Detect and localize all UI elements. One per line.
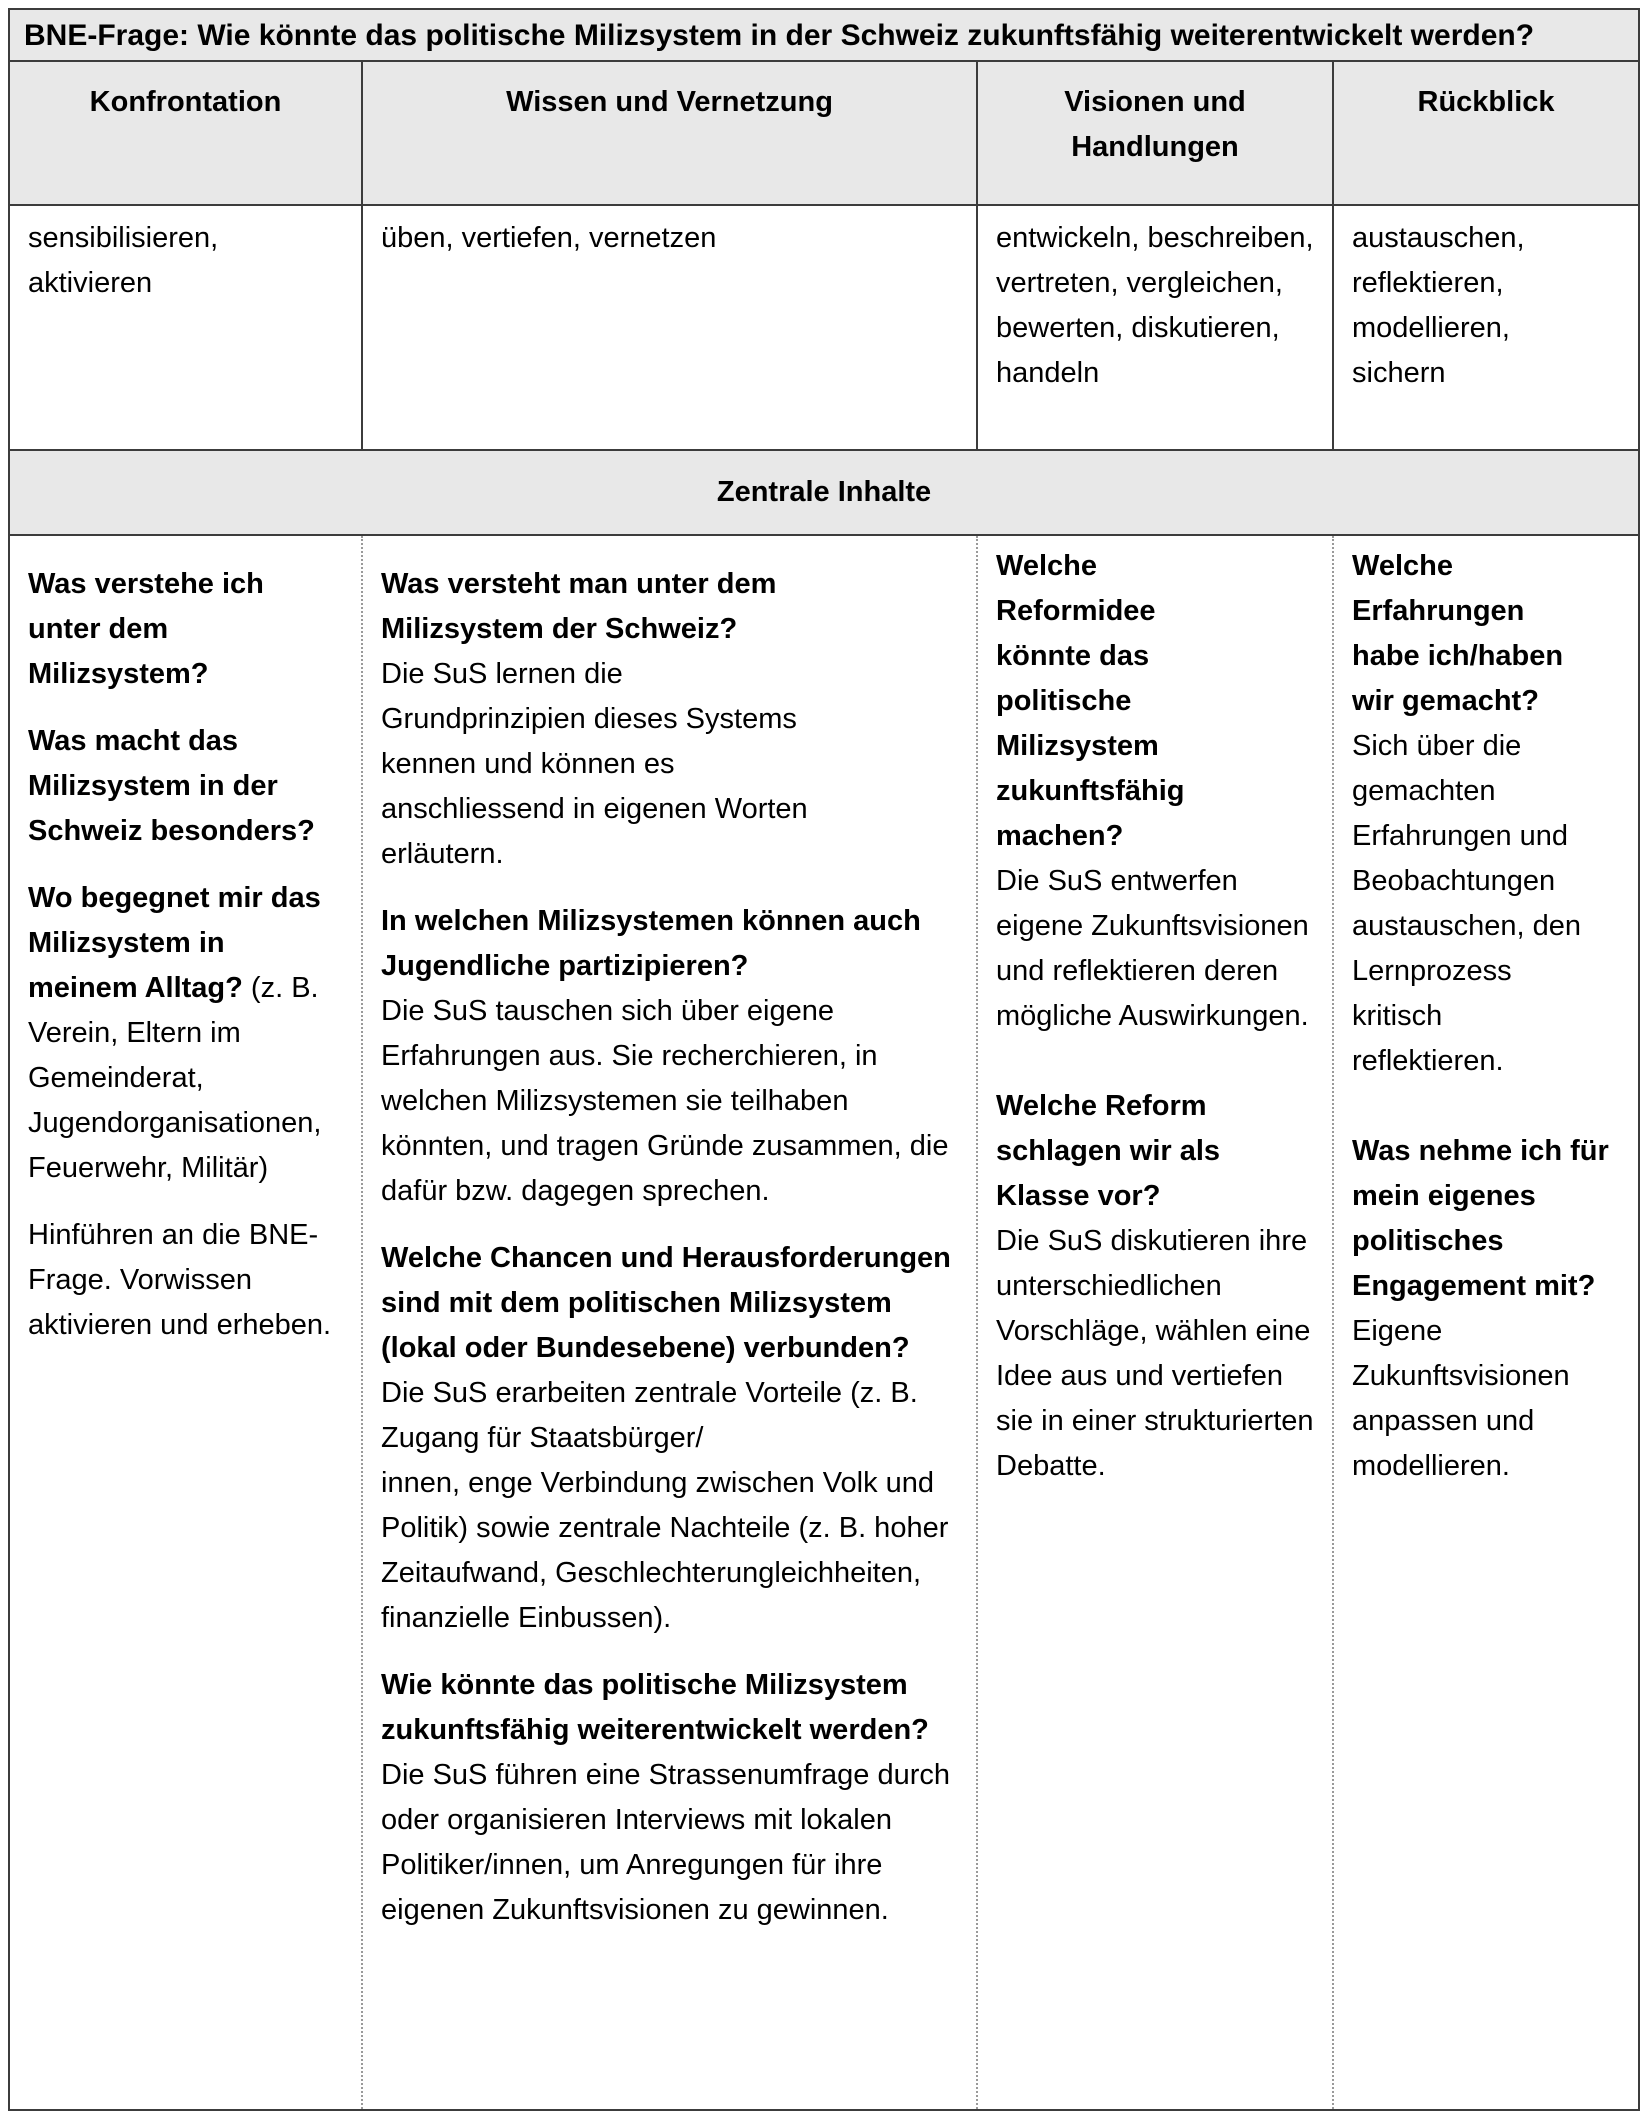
content-block [381,1663,958,1933]
title-row [9,9,1639,61]
content-wissen [362,535,977,2110]
guiding-question: Welche Chancen und Herausforderungen sind mit dem politischen Milizsystem (lokal oder Bundesebene) verbunden? [381,1242,951,1364]
guiding-question: Wo begegnet mir das Milizsystem in meinem Alltag? [28,882,321,1004]
content-row [9,535,1639,2110]
phase-header-row [9,61,1639,205]
guiding-question: Was verstehe ich unter dem Milizsystem? [28,568,264,690]
guiding-question: Was nehme ich für mein eigenes politisches Engagement mit? [1352,1135,1609,1302]
verbs-row [9,205,1639,450]
guiding-question: Was macht das Milizsystem in der Schweiz besonders? [28,725,315,847]
content-block [28,562,341,697]
description-text: innen, enge Verbindung zwischen Volk und Politik) sowie zentrale Nachteile (z. B. hoher Zeitaufwand, Geschlechterungleichheiten, finanzielle Einbussen). [381,1467,949,1634]
phase-header-visionen: Visionen und Handlungen [977,61,1333,205]
content-block [1352,1129,1620,1489]
description-text: Hinführen an die BNE-Frage. Vorwissen aktivieren und erheben. [28,1219,332,1341]
examples-text: (z. B. Verein, Eltern im Gemeinderat, Jugendorganisationen, Feuerwehr, Militär) [28,972,322,1184]
verbs-visionen: entwickeln, beschreiben, vertreten, vergleichen, bewerten, diskutieren, handeln [977,205,1333,450]
section-row [9,450,1639,535]
verbs-wissen: üben, vertiefen, vernetzen [362,205,977,450]
content-block [381,562,958,877]
guiding-question: Wie könnte das politische Milizsystem zukunftsfähig weiterentwickelt werden? [381,1669,929,1746]
description-text: Die SuS erarbeiten zentrale Vorteile (z. B. Zugang für Staatsbürger/ [381,1377,918,1454]
verbs-rueckblick: austauschen, reflektieren, modellieren, sichern [1333,205,1639,450]
description-text: Die SuS diskutieren ihre unterschiedlichen Vorschläge, wählen eine Idee aus und vertiefen sie in einer strukturierten Debatte. [996,1225,1314,1482]
content-block [996,1084,1314,1489]
content-block [1352,544,1620,1084]
content-block [28,719,341,854]
content-block [381,1236,958,1641]
content-visionen [977,535,1333,2110]
description-text: Die SuS entwerfen eigene Zukunftsvisionen und reflektieren deren mögliche Auswirkungen. [996,865,1309,1032]
guiding-question: Welche Reformidee könnte das politische Milizsystem zukunftsfähig machen? [996,550,1185,852]
description-text: Eigene Zukunftsvisionen anpassen und modellieren. [1352,1315,1570,1482]
verbs-konfrontation: sensibilisieren, aktivieren [9,205,362,450]
content-rueckblick [1333,535,1639,2110]
section-heading-zentrale-inhalte: Zentrale Inhalte [9,450,1639,535]
description-text: Die SuS tauschen sich über eigene Erfahrungen aus. Sie recherchieren, in welchen Milizsystemen sie teilhaben könnten, und tragen Gründe zusammen, die dafür bzw. dagegen sprechen. [381,995,949,1207]
guiding-question: Welche Erfahrungen habe ich/haben wir gemacht? [1352,550,1564,717]
bne-lesson-table [8,8,1640,2111]
content-konfrontation [9,535,362,2110]
guiding-question: Was versteht man unter dem Milizsystem der Schweiz? [381,568,777,645]
bne-question-title: BNE-Frage: Wie könnte das politische Milizsystem in der Schweiz zukunftsfähig weiterentwickelt werden? [9,9,1639,61]
phase-header-rueckblick: Rückblick [1333,61,1639,205]
guiding-question: In welchen Milizsystemen können auch Jugendliche partizipieren? [381,905,921,982]
content-block [28,876,341,1191]
description-text: Die SuS lernen die Grundprinzipien dieses Systems kennen und können es anschliessend in eigenen Worten erläutern. [381,658,808,870]
content-block [381,899,958,1214]
content-block [996,544,1314,1039]
content-block [28,1213,341,1348]
description-text: Die SuS führen eine Strassenumfrage durch oder organisieren Interviews mit lokalen Politiker/innen, um Anregungen für ihre eigenen Zukunftsvisionen zu gewinnen. [381,1759,951,1926]
phase-header-wissen: Wissen und Vernetzung [362,61,977,205]
description-text: Sich über die gemachten Erfahrungen und Beobachtungen austauschen, den Lernprozess kritisch reflektieren. [1352,730,1581,1077]
phase-header-konfrontation: Konfrontation [9,61,362,205]
guiding-question: Welche Reform schlagen wir als Klasse vor? [996,1090,1221,1212]
